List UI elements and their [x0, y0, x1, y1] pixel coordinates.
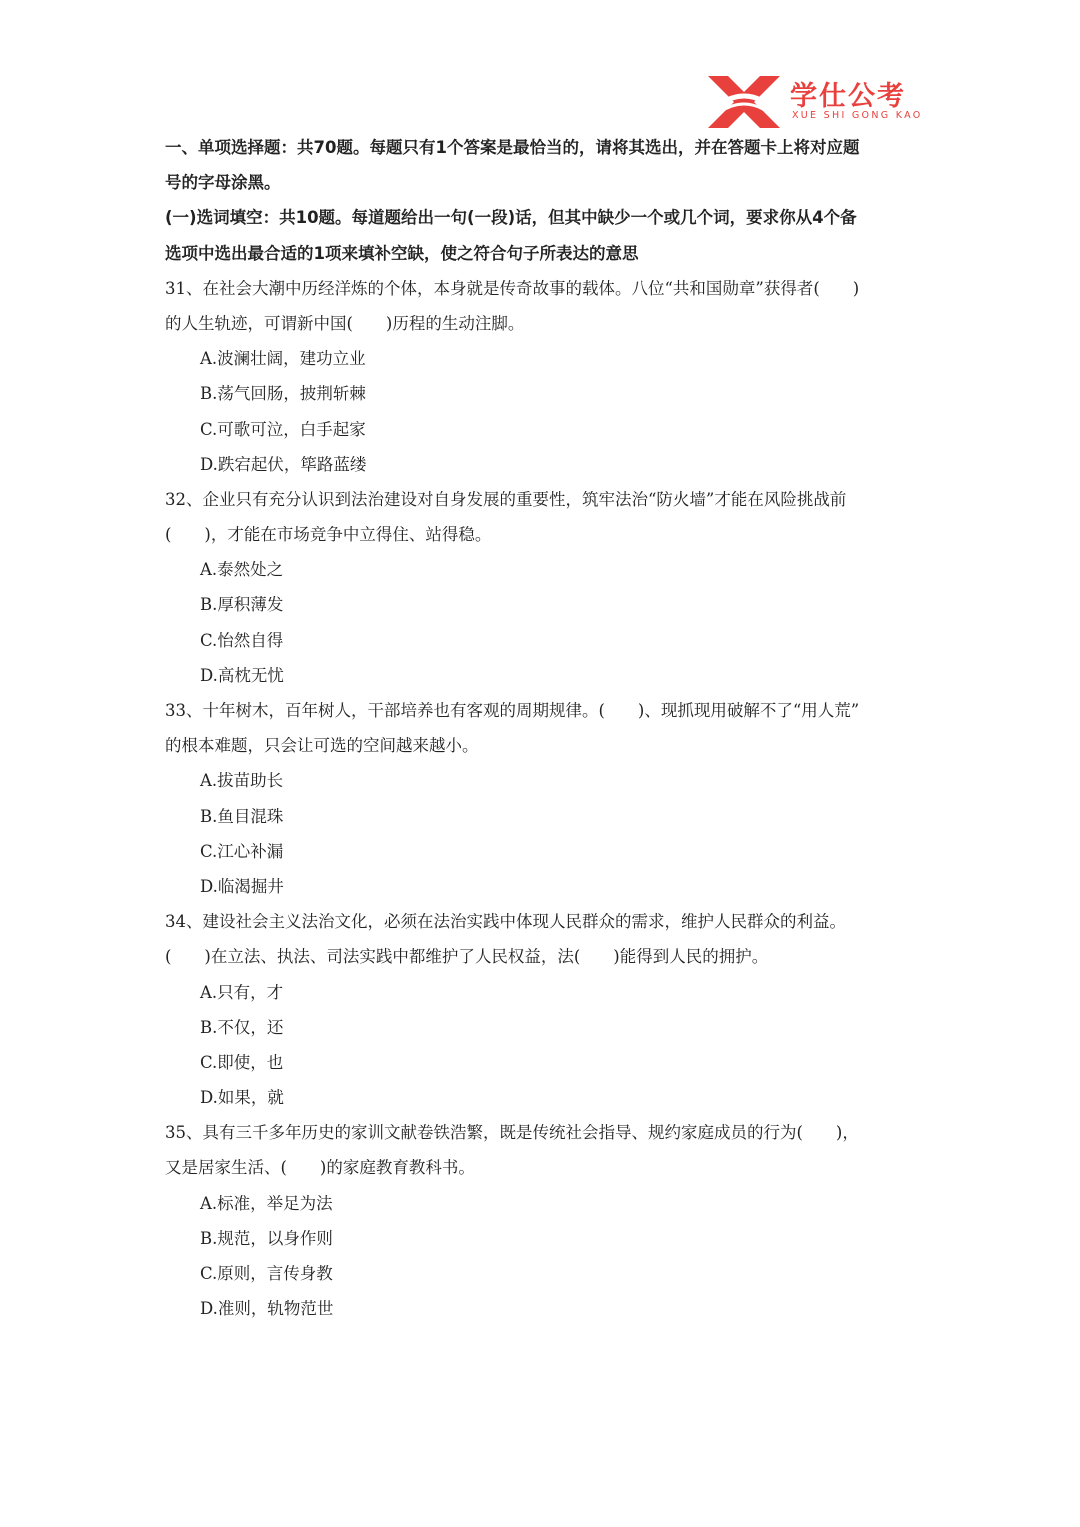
- question-stem-line: ( )在立法、执法、司法实践中都维护了人民权益，法( )能得到人民的拥护。: [165, 947, 769, 967]
- question-stem-line: 的根本难题，只会让可选的空间越来越小。: [165, 736, 479, 756]
- option-c: C.怡然自得: [200, 630, 284, 650]
- xueshi-logo-icon: [706, 74, 782, 130]
- option-b: B.不仅，还: [200, 1017, 284, 1037]
- question-stem-line: 31、在社会大潮中历经洋炼的个体，本身就是传奇故事的载体。八位“共和国勋章”获得者( ): [165, 278, 860, 298]
- question-33: [165, 693, 925, 904]
- brand-logo: [706, 72, 921, 132]
- option-c: C.即使，也: [200, 1052, 284, 1072]
- question-stem-line: 35、具有三千多年历史的家训文献卷铁浩繁，既是传统社会指导、规约家庭成员的行为( )，: [165, 1123, 859, 1143]
- logo-english-name: XUE SHI GONG KAO: [792, 110, 923, 121]
- option-d: D.跌宕起伏，筚路蓝缕: [200, 454, 367, 474]
- option-c: C.可歌可泣，白手起家: [200, 419, 366, 439]
- option-d: D.临渴掘井: [200, 876, 284, 896]
- logo-chinese-name: 学仕公考: [790, 81, 906, 112]
- question-34: [165, 904, 925, 1115]
- option-a: A.标准，举足为法: [200, 1193, 333, 1213]
- option-b: B.厚积薄发: [200, 595, 284, 615]
- question-35: [165, 1115, 925, 1326]
- question-stem-line: 33、十年树木，百年树人，干部培养也有客观的周期规律。( )、现抓现用破解不了“用人荒”: [165, 701, 860, 720]
- option-a: A.波澜壮阔，建功立业: [200, 349, 366, 369]
- question-stem-line: 32、企业只有充分认识到法治建设对自身发展的重要性，筑牢法治“防火墙”才能在风险挑战前: [165, 489, 847, 509]
- option-a: A.只有，才: [200, 982, 284, 1002]
- option-c: C.江心补漏: [200, 841, 284, 861]
- option-a: A.拔苗助长: [200, 771, 284, 791]
- option-a: A.泰然处之: [200, 560, 284, 580]
- subsection-title-line: 选项中选出最合适的1项来填补空缺，使之符合句子所表达的意思: [165, 243, 639, 263]
- question-31: [165, 271, 925, 482]
- question-stem-line: 34、建设社会主义法治文化，必须在法治实践中体现人民群众的需求，维护人民群众的利益。: [165, 912, 846, 932]
- exam-content: [165, 130, 925, 1326]
- option-c: C.原则，言传身教: [200, 1264, 333, 1283]
- option-b: B.规范，以身作则: [200, 1228, 333, 1248]
- option-b: B.荡气回肠，披荆斩棘: [200, 384, 366, 404]
- question-stem-line: ( )，才能在市场竞争中立得住、站得稳。: [165, 525, 492, 545]
- section-title-line: 号的字母涂黑。: [165, 173, 281, 193]
- section-title-line: 一、单项选择题：共70题。每题只有1个答案是最恰当的，请将其选出，并在答题卡上将对应题: [165, 138, 860, 157]
- option-d: D.准则，轨物范世: [200, 1299, 334, 1319]
- option-d: D.高枕无忧: [200, 665, 284, 685]
- option-d: D.如果，就: [200, 1088, 284, 1108]
- question-32: [165, 482, 925, 693]
- question-stem-line: 的人生轨迹，可谓新中国( )历程的生动注脚。: [165, 313, 525, 333]
- subsection-title-line: (一)选词填空：共10题。每道题给出一句(一段)话，但其中缺少一个或几个词，要求你从4个备: [165, 208, 857, 228]
- question-stem-line: 又是居家生活、( )的家庭教育教科书。: [165, 1158, 475, 1178]
- option-b: B.鱼目混珠: [200, 806, 284, 826]
